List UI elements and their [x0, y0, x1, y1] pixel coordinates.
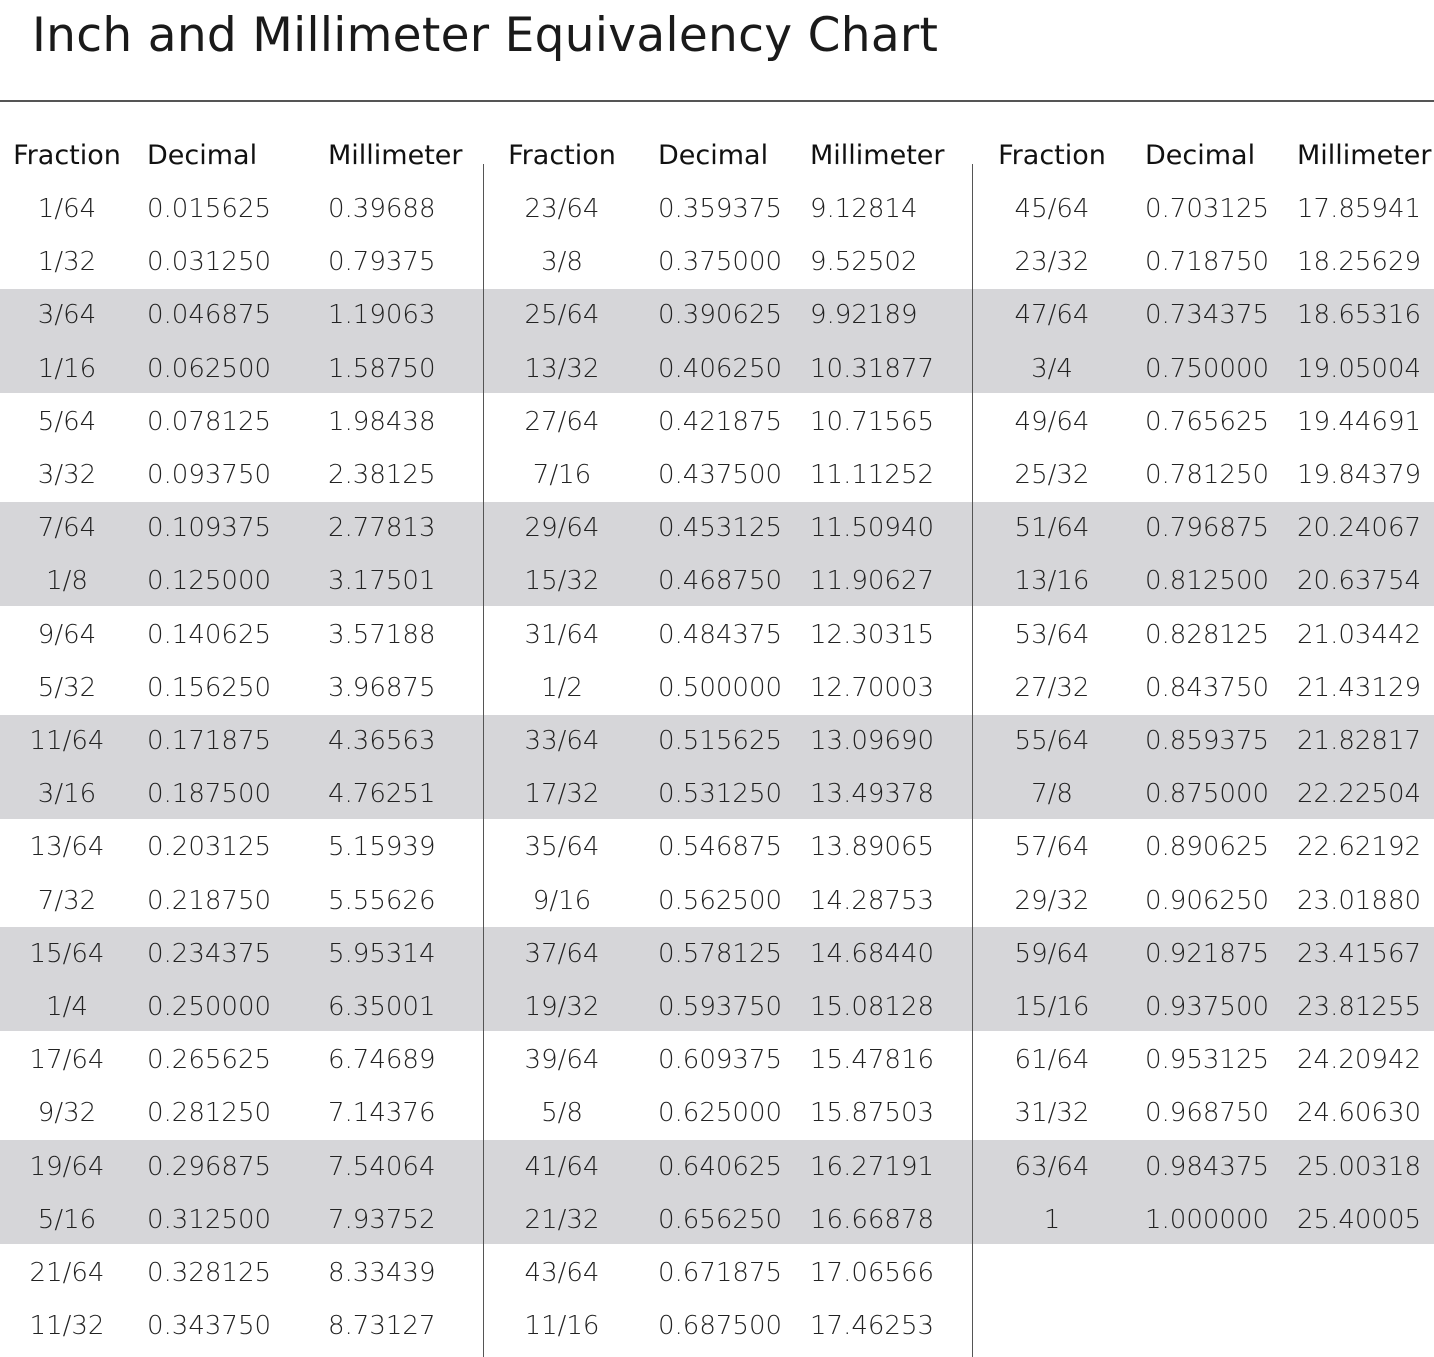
millimeter-cell: 1.58750: [328, 353, 436, 384]
fraction-cell: 7/32: [37, 885, 97, 916]
fraction-cell: 43/64: [524, 1258, 600, 1288]
decimal-cell: 0.703125: [1145, 194, 1270, 224]
decimal-cell: 0.531250: [658, 779, 783, 810]
decimal-cell: 0.296875: [147, 1151, 272, 1182]
decimal-cell: 0.593750: [658, 992, 783, 1022]
fraction-cell: 1/32: [37, 247, 97, 278]
decimal-cell: 0.453125: [658, 513, 783, 544]
decimal-cell: 0.312500: [147, 1204, 272, 1235]
fraction-cell: 55/64: [1014, 726, 1090, 756]
millimeter-cell: 23.01880: [1297, 885, 1422, 916]
fraction-cell: 25/64: [524, 300, 600, 331]
decimal-cell: 0.484375: [658, 619, 783, 650]
millimeter-cell: 19.05004: [1297, 353, 1422, 384]
decimal-cell: 0.828125: [1145, 619, 1270, 650]
fraction-cell: 1: [1043, 1204, 1061, 1235]
fraction-cell: 15/32: [524, 566, 600, 597]
millimeter-cell: 20.63754: [1297, 566, 1422, 597]
millimeter-cell: 0.39688: [328, 194, 436, 224]
decimal-cell: 0.187500: [147, 779, 272, 810]
decimal-cell: 0.234375: [147, 938, 272, 969]
millimeter-cell: 3.17501: [328, 566, 436, 597]
millimeter-cell: 21.43129: [1297, 672, 1422, 703]
fraction-cell: 7/64: [37, 513, 97, 544]
header-millimeter: Millimeter: [1297, 140, 1432, 171]
fraction-cell: 19/32: [524, 992, 600, 1022]
fraction-cell: 63/64: [1014, 1151, 1090, 1182]
decimal-cell: 0.921875: [1145, 938, 1270, 969]
millimeter-cell: 2.77813: [328, 513, 436, 544]
millimeter-cell: 12.70003: [810, 672, 935, 703]
millimeter-cell: 17.46253: [810, 1311, 935, 1342]
millimeter-cell: 11.90627: [810, 566, 935, 597]
decimal-cell: 0.875000: [1145, 779, 1270, 810]
millimeter-cell: 16.27191: [810, 1151, 935, 1182]
millimeter-cell: 17.06566: [810, 1258, 935, 1288]
fraction-cell: 13/64: [29, 832, 105, 863]
decimal-cell: 0.640625: [658, 1151, 783, 1182]
decimal-cell: 0.812500: [1145, 566, 1270, 597]
decimal-cell: 0.015625: [147, 194, 272, 224]
decimal-cell: 0.203125: [147, 832, 272, 863]
fraction-cell: 5/16: [37, 1204, 97, 1235]
millimeter-cell: 7.54064: [328, 1151, 436, 1182]
decimal-cell: 0.546875: [658, 832, 783, 863]
millimeter-cell: 18.65316: [1297, 300, 1422, 331]
fraction-cell: 9/64: [37, 619, 97, 650]
decimal-cell: 0.281250: [147, 1098, 272, 1129]
fraction-cell: 15/16: [1014, 992, 1090, 1022]
millimeter-cell: 18.25629: [1297, 247, 1422, 278]
fraction-cell: 37/64: [524, 938, 600, 969]
decimal-cell: 0.968750: [1145, 1098, 1270, 1129]
fraction-cell: 1/64: [37, 194, 97, 224]
decimal-cell: 0.406250: [658, 353, 783, 384]
fraction-cell: 53/64: [1014, 619, 1090, 650]
millimeter-cell: 16.66878: [810, 1204, 935, 1235]
millimeter-cell: 14.28753: [810, 885, 935, 916]
fraction-cell: 1/16: [37, 353, 97, 384]
fraction-cell: 15/64: [29, 938, 105, 969]
decimal-cell: 0.906250: [1145, 885, 1270, 916]
decimal-cell: 0.468750: [658, 566, 783, 597]
millimeter-cell: 21.03442: [1297, 619, 1422, 650]
fraction-cell: 41/64: [524, 1151, 600, 1182]
fraction-cell: 3/4: [1031, 353, 1073, 384]
decimal-cell: 0.343750: [147, 1311, 272, 1342]
decimal-cell: 0.656250: [658, 1204, 783, 1235]
header-millimeter: Millimeter: [328, 140, 463, 171]
decimal-cell: 0.890625: [1145, 832, 1270, 863]
millimeter-cell: 13.49378: [810, 779, 935, 810]
fraction-cell: 25/32: [1014, 460, 1090, 490]
fraction-cell: 51/64: [1014, 513, 1090, 544]
decimal-cell: 0.078125: [147, 406, 272, 437]
fraction-cell: 7/8: [1031, 779, 1073, 810]
decimal-cell: 0.765625: [1145, 406, 1270, 437]
millimeter-cell: 10.31877: [810, 353, 935, 384]
fraction-cell: 61/64: [1014, 1045, 1090, 1076]
fraction-cell: 19/64: [29, 1151, 105, 1182]
millimeter-cell: 25.40005: [1297, 1204, 1422, 1235]
fraction-cell: 29/64: [524, 513, 600, 544]
millimeter-cell: 0.79375: [328, 247, 436, 278]
column-divider-2: [972, 164, 973, 1357]
title-divider: [0, 100, 1434, 102]
decimal-cell: 0.062500: [147, 353, 272, 384]
millimeter-cell: 3.57188: [328, 619, 436, 650]
millimeter-cell: 4.36563: [328, 726, 436, 756]
millimeter-cell: 17.85941: [1297, 194, 1422, 224]
fraction-cell: 1/4: [46, 992, 88, 1022]
millimeter-cell: 7.93752: [328, 1204, 436, 1235]
millimeter-cell: 2.38125: [328, 460, 436, 490]
decimal-cell: 0.250000: [147, 992, 272, 1022]
millimeter-cell: 13.09690: [810, 726, 935, 756]
millimeter-cell: 4.76251: [328, 779, 436, 810]
header-fraction: Fraction: [998, 140, 1106, 171]
fraction-cell: 23/64: [524, 194, 600, 224]
fraction-cell: 23/32: [1014, 247, 1090, 278]
decimal-cell: 0.687500: [658, 1311, 783, 1342]
fraction-cell: 31/32: [1014, 1098, 1090, 1129]
decimal-cell: 0.421875: [658, 406, 783, 437]
millimeter-cell: 22.22504: [1297, 779, 1422, 810]
decimal-cell: 0.328125: [147, 1258, 272, 1288]
fraction-cell: 13/32: [524, 353, 600, 384]
millimeter-cell: 21.82817: [1297, 726, 1422, 756]
decimal-cell: 0.171875: [147, 726, 272, 756]
millimeter-cell: 10.71565: [810, 406, 935, 437]
millimeter-cell: 1.98438: [328, 406, 436, 437]
decimal-cell: 0.218750: [147, 885, 272, 916]
decimal-cell: 0.156250: [147, 672, 272, 703]
decimal-cell: 0.578125: [658, 938, 783, 969]
decimal-cell: 0.140625: [147, 619, 272, 650]
header-fraction: Fraction: [508, 140, 616, 171]
millimeter-cell: 24.60630: [1297, 1098, 1422, 1129]
millimeter-cell: 1.19063: [328, 300, 436, 331]
header-decimal: Decimal: [147, 140, 258, 171]
column-divider-1: [483, 164, 484, 1357]
decimal-cell: 0.125000: [147, 566, 272, 597]
decimal-cell: 0.953125: [1145, 1045, 1270, 1076]
decimal-cell: 0.265625: [147, 1045, 272, 1076]
decimal-cell: 0.093750: [147, 460, 272, 490]
millimeter-cell: 8.33439: [328, 1258, 436, 1288]
decimal-cell: 1.000000: [1145, 1204, 1270, 1235]
fraction-cell: 59/64: [1014, 938, 1090, 969]
millimeter-cell: 8.73127: [328, 1311, 436, 1342]
fraction-cell: 45/64: [1014, 194, 1090, 224]
millimeter-cell: 11.11252: [810, 460, 935, 490]
fraction-cell: 9/16: [532, 885, 592, 916]
page-title: Inch and Millimeter Equivalency Chart: [32, 8, 939, 63]
millimeter-cell: 11.50940: [810, 513, 935, 544]
decimal-cell: 0.718750: [1145, 247, 1270, 278]
fraction-cell: 3/32: [37, 460, 97, 490]
millimeter-cell: 24.20942: [1297, 1045, 1422, 1076]
decimal-cell: 0.750000: [1145, 353, 1270, 384]
millimeter-cell: 22.62192: [1297, 832, 1422, 863]
decimal-cell: 0.734375: [1145, 300, 1270, 331]
fraction-cell: 3/64: [37, 300, 97, 331]
fraction-cell: 11/16: [524, 1311, 600, 1342]
millimeter-cell: 9.92189: [810, 300, 918, 331]
decimal-cell: 0.375000: [658, 247, 783, 278]
fraction-cell: 9/32: [37, 1098, 97, 1129]
millimeter-cell: 15.47816: [810, 1045, 935, 1076]
fraction-cell: 29/32: [1014, 885, 1090, 916]
decimal-cell: 0.859375: [1145, 726, 1270, 756]
header-decimal: Decimal: [658, 140, 769, 171]
fraction-cell: 11/64: [29, 726, 105, 756]
fraction-cell: 1/2: [541, 672, 583, 703]
millimeter-cell: 7.14376: [328, 1098, 436, 1129]
fraction-cell: 39/64: [524, 1045, 600, 1076]
fraction-cell: 47/64: [1014, 300, 1090, 331]
fraction-cell: 21/32: [524, 1204, 600, 1235]
millimeter-cell: 15.08128: [810, 992, 935, 1022]
millimeter-cell: 20.24067: [1297, 513, 1422, 544]
header-decimal: Decimal: [1145, 140, 1256, 171]
decimal-cell: 0.500000: [658, 672, 783, 703]
millimeter-cell: 6.35001: [328, 992, 436, 1022]
fraction-cell: 1/8: [46, 566, 88, 597]
fraction-cell: 7/16: [532, 460, 592, 490]
fraction-cell: 33/64: [524, 726, 600, 756]
fraction-cell: 5/32: [37, 672, 97, 703]
millimeter-cell: 9.52502: [810, 247, 918, 278]
millimeter-cell: 14.68440: [810, 938, 935, 969]
fraction-cell: 27/32: [1014, 672, 1090, 703]
millimeter-cell: 25.00318: [1297, 1151, 1422, 1182]
decimal-cell: 0.359375: [658, 194, 783, 224]
fraction-cell: 13/16: [1014, 566, 1090, 597]
header-millimeter: Millimeter: [810, 140, 945, 171]
decimal-cell: 0.937500: [1145, 992, 1270, 1022]
fraction-cell: 35/64: [524, 832, 600, 863]
millimeter-cell: 3.96875: [328, 672, 436, 703]
decimal-cell: 0.984375: [1145, 1151, 1270, 1182]
decimal-cell: 0.562500: [658, 885, 783, 916]
decimal-cell: 0.046875: [147, 300, 272, 331]
millimeter-cell: 5.95314: [328, 938, 436, 969]
fraction-cell: 27/64: [524, 406, 600, 437]
fraction-cell: 11/32: [29, 1311, 105, 1342]
millimeter-cell: 9.12814: [810, 194, 918, 224]
fraction-cell: 3/8: [541, 247, 583, 278]
decimal-cell: 0.671875: [658, 1258, 783, 1288]
fraction-cell: 5/64: [37, 406, 97, 437]
fraction-cell: 31/64: [524, 619, 600, 650]
millimeter-cell: 5.15939: [328, 832, 436, 863]
millimeter-cell: 13.89065: [810, 832, 935, 863]
millimeter-cell: 19.84379: [1297, 460, 1422, 490]
millimeter-cell: 5.55626: [328, 885, 436, 916]
fraction-cell: 57/64: [1014, 832, 1090, 863]
decimal-cell: 0.609375: [658, 1045, 783, 1076]
fraction-cell: 17/32: [524, 779, 600, 810]
fraction-cell: 21/64: [29, 1258, 105, 1288]
decimal-cell: 0.515625: [658, 726, 783, 756]
millimeter-cell: 6.74689: [328, 1045, 436, 1076]
fraction-cell: 49/64: [1014, 406, 1090, 437]
decimal-cell: 0.625000: [658, 1098, 783, 1129]
millimeter-cell: 19.44691: [1297, 406, 1422, 437]
decimal-cell: 0.390625: [658, 300, 783, 331]
decimal-cell: 0.109375: [147, 513, 272, 544]
millimeter-cell: 15.87503: [810, 1098, 935, 1129]
millimeter-cell: 12.30315: [810, 619, 935, 650]
header-fraction: Fraction: [13, 140, 121, 171]
millimeter-cell: 23.41567: [1297, 938, 1422, 969]
fraction-cell: 3/16: [37, 779, 97, 810]
decimal-cell: 0.843750: [1145, 672, 1270, 703]
decimal-cell: 0.437500: [658, 460, 783, 490]
decimal-cell: 0.796875: [1145, 513, 1270, 544]
decimal-cell: 0.031250: [147, 247, 272, 278]
fraction-cell: 17/64: [29, 1045, 105, 1076]
fraction-cell: 5/8: [541, 1098, 583, 1129]
millimeter-cell: 23.81255: [1297, 992, 1422, 1022]
decimal-cell: 0.781250: [1145, 460, 1270, 490]
